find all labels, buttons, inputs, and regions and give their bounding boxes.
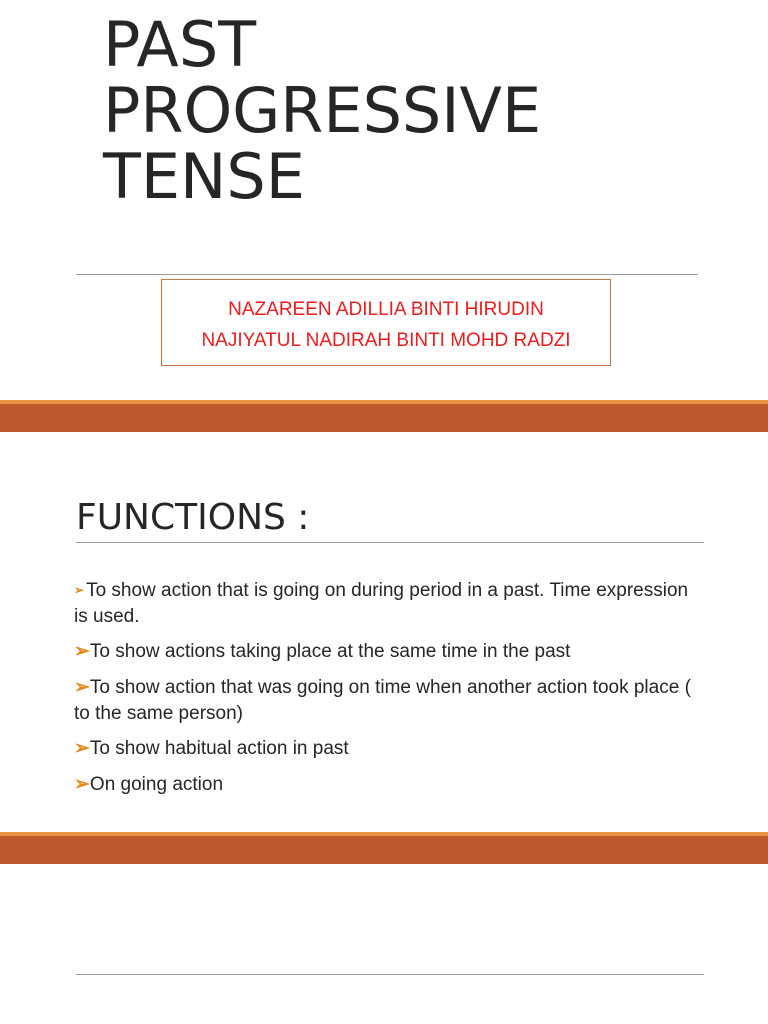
separator-main-band — [0, 836, 768, 864]
list-item-text: On going action — [89, 774, 224, 795]
list-item — [74, 736, 694, 762]
author-name-1: NAZAREEN ADILLIA BINTI HIRUDIN — [228, 299, 544, 320]
list-item-text: To show action that is going on during period in a past. Time expression is used. — [74, 580, 689, 627]
arrow-bullet-icon: ➢ — [74, 583, 85, 597]
list-item — [74, 772, 694, 798]
title-divider — [76, 274, 698, 275]
arrow-bullet-icon: ➢ — [74, 677, 90, 698]
title-line-2: PROGRESSIVE — [103, 74, 542, 147]
functions-heading: FUNCTIONS : — [76, 497, 310, 538]
title-slide — [0, 0, 768, 400]
next-slide — [0, 865, 768, 1024]
arrow-bullet-icon: ➢ — [74, 774, 90, 795]
title-line-3: TENSE — [103, 140, 305, 213]
list-item — [74, 577, 694, 630]
list-item-text: To show habitual action in past — [89, 738, 349, 759]
slide-separator — [0, 832, 768, 864]
title-line-1: PAST — [103, 8, 257, 81]
list-item-text: To show actions taking place at the same time in the past — [89, 641, 571, 662]
slide-separator — [0, 400, 768, 432]
list-item — [74, 639, 694, 665]
arrow-bullet-icon: ➢ — [74, 738, 90, 759]
list-item-text: To show action that was going on time when another action took place ( to the same person) — [74, 677, 691, 724]
functions-slide — [0, 432, 768, 832]
slide-divider — [76, 974, 704, 975]
list-item — [74, 675, 694, 727]
author-name-2: NAJIYATUL NADIRAH BINTI MOHD RADZI — [201, 330, 571, 351]
heading-divider — [76, 542, 704, 543]
author-box — [161, 279, 611, 366]
arrow-bullet-icon: ➢ — [74, 641, 90, 662]
separator-main-band — [0, 404, 768, 432]
